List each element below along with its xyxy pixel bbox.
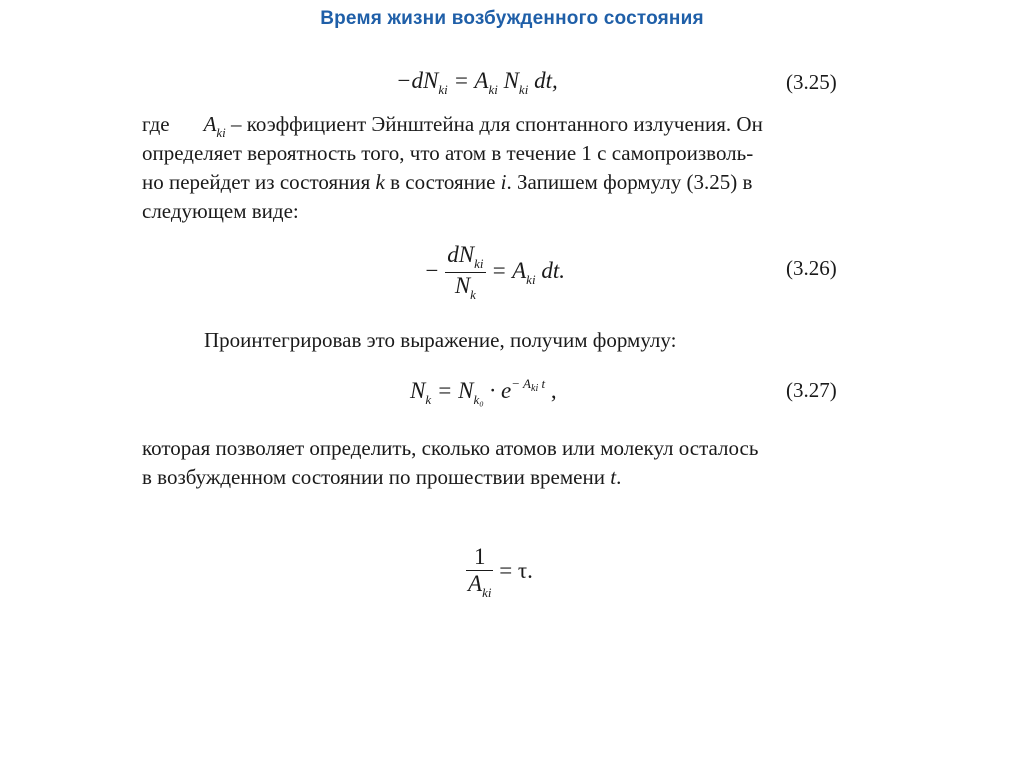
paragraph-line: которая позволяет определить, сколько атомов или молекул осталось: [142, 436, 759, 460]
paragraph-line: в возбужденном состоянии по прошествии времени t.: [142, 465, 622, 489]
equation-number-3-25: (3.25): [786, 70, 837, 94]
paragraph-line: определяет вероятность того, что атом в течение 1 с самопроизволь-: [142, 141, 754, 165]
scanned-page: [138, 52, 848, 742]
equation-number-3-27: (3.27): [786, 378, 837, 402]
slide-title: Время жизни возбужденного состояния: [320, 8, 704, 29]
paragraph-line: но перейдет из состояния k в состояние i. Запишем формулу (3.25) в: [142, 170, 753, 194]
fraction: $\frac{dN_{ki}}{N_k}$: [447, 242, 484, 302]
equation-lifetime-tau: $\frac{1}{A_{ki}}$ = τ.: [468, 544, 533, 600]
equation-3-27: $N_k = N_{k_0} \cdot e^{- A_{ki} t}$ ,: [410, 376, 557, 407]
equation-3-25: $-dN_{ki} = A_{ki}$ $N_{ki}$ dt,: [396, 68, 558, 97]
paragraph-line: где $A_{ki}$ – коэффициент Эйнштейна для спонтанного излучения. Он: [142, 112, 763, 140]
paragraph-line: следующем виде:: [142, 199, 299, 223]
fraction: $\frac{1}{A_{ki}}$: [468, 544, 492, 600]
paragraph-line: Проинтегрировав это выражение, получим формулу:: [204, 328, 677, 352]
equation-number-3-26: (3.26): [786, 256, 837, 280]
equation-3-26: − $\frac{dN_{ki}}{N_k}$ = $A_{ki}$ dt.: [424, 242, 565, 302]
